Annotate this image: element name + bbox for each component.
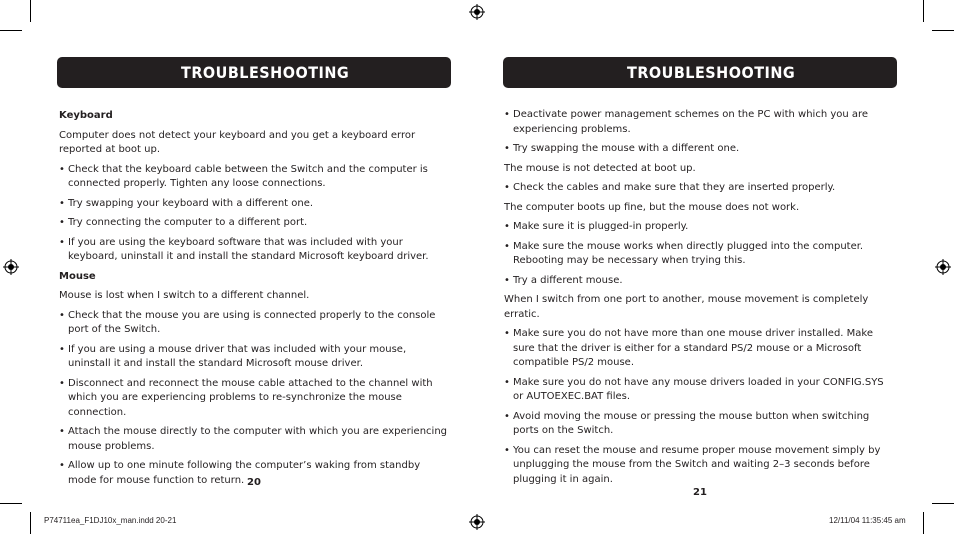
bullet-item: • Attach the mouse directly to the computer with which you are experiencing mouse problems. [59,425,451,454]
bullet-item: • If you are using the keyboard software that was included with your keyboard, uninstall it and install the standard Microsoft keyboard driver. [59,236,451,265]
section-title: TROUBLESHOOTING [181,63,350,82]
bullet-item: • Make sure it is plugged-in properly. [504,220,896,235]
crop-mark [30,512,31,534]
page-number: 21 [693,487,707,498]
bullet-item: • Deactivate power management schemes on the PC with which you are experiencing problems. [504,108,896,137]
timestamp-slug: 12/11/04 11:35:45 am [829,516,906,525]
bullet-item: • Make sure the mouse works when directly plugged into the computer. Rebooting may be necessary when trying this. [504,240,896,269]
bullet-item: • Try connecting the computer to a different port. [59,216,451,231]
section-header-bar [503,57,897,88]
section-header-bar [57,57,451,88]
paragraph: The mouse is not detected at boot up. [504,162,696,174]
bullet-item: • Check the cables and make sure that they are inserted properly. [504,181,896,196]
page-number: 20 [247,477,261,488]
paragraph: When I switch from one port to another, mouse movement is completely erratic. [504,294,869,320]
page-content [59,109,451,493]
right-page [503,57,897,485]
bullet-item: • Avoid moving the mouse or pressing the mouse button when switching ports on the Switch. [504,410,896,439]
bullet-item: • Try swapping the mouse with a different one. [504,142,896,157]
registration-mark-icon [469,4,485,20]
bullet-item: • If you are using a mouse driver that was included with your mouse, uninstall it and install the standard Microsoft mouse driver. [59,343,451,372]
subsection-heading: Keyboard [59,110,113,121]
bullet-item: • Check that the mouse you are using is connected properly to the console port of the Switch. [59,309,451,338]
crop-mark [932,30,954,31]
paragraph: The computer boots up fine, but the mouse does not work. [504,201,800,213]
section-title: TROUBLESHOOTING [627,63,796,82]
bullet-item: • Allow up to one minute following the computer’s waking from standby mode for mouse function to return. [59,459,451,488]
crop-mark [923,512,924,534]
registration-mark-icon [3,259,19,275]
crop-mark [30,0,31,22]
bullet-item: • Check that the keyboard cable between the Switch and the computer is connected properly. Tighten any loose connections. [59,163,451,192]
bullet-item: • You can reset the mouse and resume proper mouse movement simply by unplugging the mouse from the Switch and waiting 2–3 seconds before plugging it in again. [504,444,896,488]
registration-mark-icon [469,514,485,530]
paragraph: Mouse is lost when I switch to a different channel. [59,290,310,301]
registration-mark-icon [935,259,951,275]
crop-mark [932,503,954,504]
file-slug: P74711ea_F1DJ10x_man.indd 20-21 [44,516,177,525]
bullet-item: • Try a different mouse. [504,274,896,289]
page-content [504,108,896,492]
crop-mark [0,30,22,31]
subsection-heading: Mouse [59,270,96,282]
crop-mark [0,503,22,504]
bullet-item: • Make sure you do not have more than one mouse driver installed. Make sure that the driver is either for a standard PS/2 mouse or a Microsoft compatible PS/2 mouse. [504,327,896,371]
bullet-item: • Make sure you do not have any mouse drivers loaded in your CONFIG.SYS or AUTOEXEC.BAT files. [504,376,896,405]
bullet-item: • Try swapping your keyboard with a different one. [59,197,451,212]
paragraph: Computer does not detect your keyboard and you get a keyboard error reported at boot up. [59,129,416,155]
crop-mark [923,0,924,22]
bullet-item: • Disconnect and reconnect the mouse cable attached to the channel with which you are experiencing problems to re-synchronize the mouse connection. [59,377,451,421]
